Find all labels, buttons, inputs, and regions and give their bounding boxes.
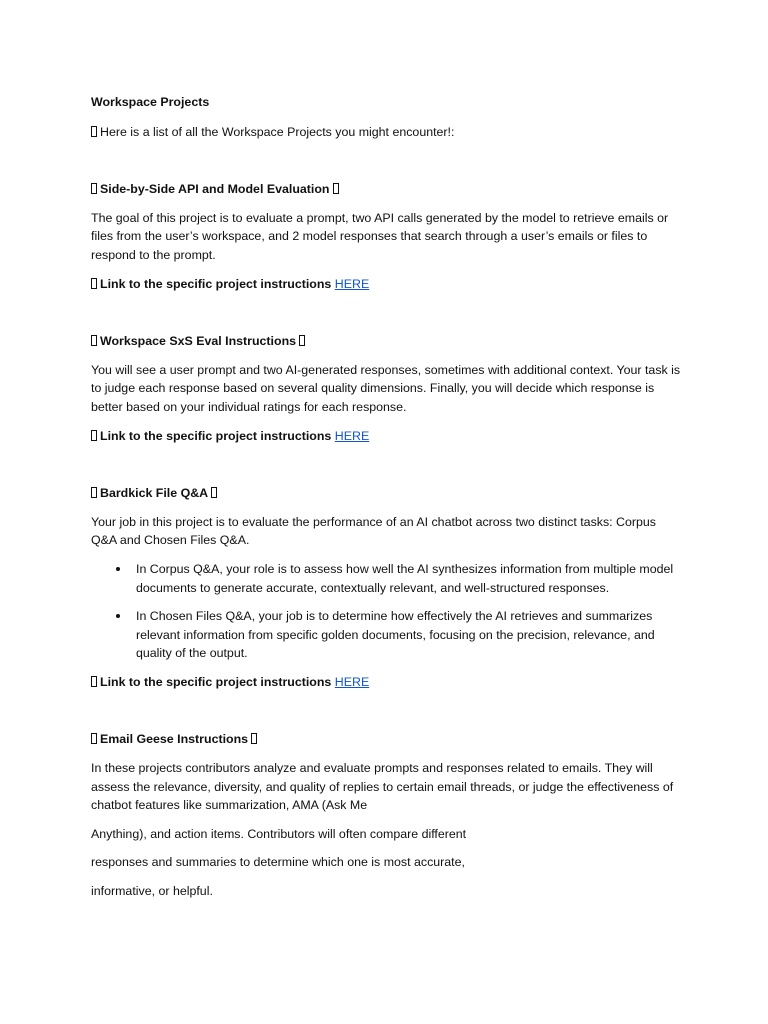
missing-glyph-icon <box>91 487 97 498</box>
link-intro-text: Link to the specific project instructions <box>100 276 332 291</box>
section-heading-text: Email Geese Instructions <box>100 732 249 747</box>
missing-glyph-icon <box>251 733 257 744</box>
missing-glyph-icon <box>91 335 97 346</box>
section-description: The goal of this project is to evaluate a prompt, two API calls generated by the model to retrieve emails or files from the user’s workspace, and 2 model responses that search through a user’s emails or files to respond to the prompt. <box>91 210 669 262</box>
bullet-list <box>91 560 681 663</box>
here-link[interactable]: HERE <box>334 276 370 291</box>
section-paragraph: responses and summaries to determine which one is most accurate, <box>91 855 465 870</box>
list-item: In Chosen Files Q&A, your job is to determine how effectively the AI retrieves and summarizes relevant information from specific golden documents, focusing on the precision, relevance, and quality of the output. <box>91 607 681 663</box>
intro-text: Here is a list of all the Workspace Projects you might encounter!: <box>100 124 455 139</box>
project-link-line <box>91 427 681 446</box>
section-heading-email-geese <box>91 730 681 749</box>
list-item: In Corpus Q&A, your role is to assess how well the AI synthesizes information from multiple model documents to generate accurate, contextually relevant, and well-structured responses. <box>91 560 681 597</box>
here-link[interactable]: HERE <box>334 674 370 689</box>
section-heading-bardkick <box>91 484 681 503</box>
section-heading-text: Side-by-Side API and Model Evaluation <box>100 182 330 197</box>
section-paragraph: informative, or helpful. <box>91 884 213 899</box>
document-page <box>91 93 681 911</box>
section-heading-side-by-side <box>91 180 681 199</box>
section-paragraph: In these projects contributors analyze and evaluate prompts and responses related to emails. They will assess the relevance, diversity, and quality of replies to certain email threads, or judge the effectiveness of chatbot features like summarization, AMA (Ask Me <box>91 761 674 813</box>
section-description: You will see a user prompt and two AI-generated responses, sometimes with additional context. Your task is to judge each response based on several quality dimensions. Finally, you will decide which response is better based on your individual ratings for each response. <box>91 362 681 414</box>
section-description: Your job in this project is to evaluate the performance of an AI chatbot across two distinct tasks: Corpus Q&A and Chosen Files Q&A. <box>91 514 656 548</box>
missing-glyph-icon <box>299 335 305 346</box>
missing-glyph-icon <box>91 126 97 137</box>
missing-glyph-icon <box>91 183 97 194</box>
missing-glyph-icon <box>91 430 97 441</box>
document-title: Workspace Projects <box>91 95 210 109</box>
section-heading-text: Workspace SxS Eval Instructions <box>100 334 297 349</box>
section-paragraph: Anything), and action items. Contributors will often compare different <box>91 826 467 841</box>
project-link-line <box>91 673 681 692</box>
section-heading-workspace-sxs <box>91 332 681 351</box>
link-intro-text: Link to the specific project instructions <box>100 428 332 443</box>
missing-glyph-icon <box>211 487 217 498</box>
intro-paragraph <box>91 123 681 142</box>
missing-glyph-icon <box>91 733 97 744</box>
missing-glyph-icon <box>91 676 97 687</box>
link-intro-text: Link to the specific project instructions <box>100 674 332 689</box>
project-link-line <box>91 275 681 294</box>
here-link[interactable]: HERE <box>334 428 370 443</box>
missing-glyph-icon <box>91 278 97 289</box>
missing-glyph-icon <box>333 183 339 194</box>
section-heading-text: Bardkick File Q&A <box>100 486 209 501</box>
